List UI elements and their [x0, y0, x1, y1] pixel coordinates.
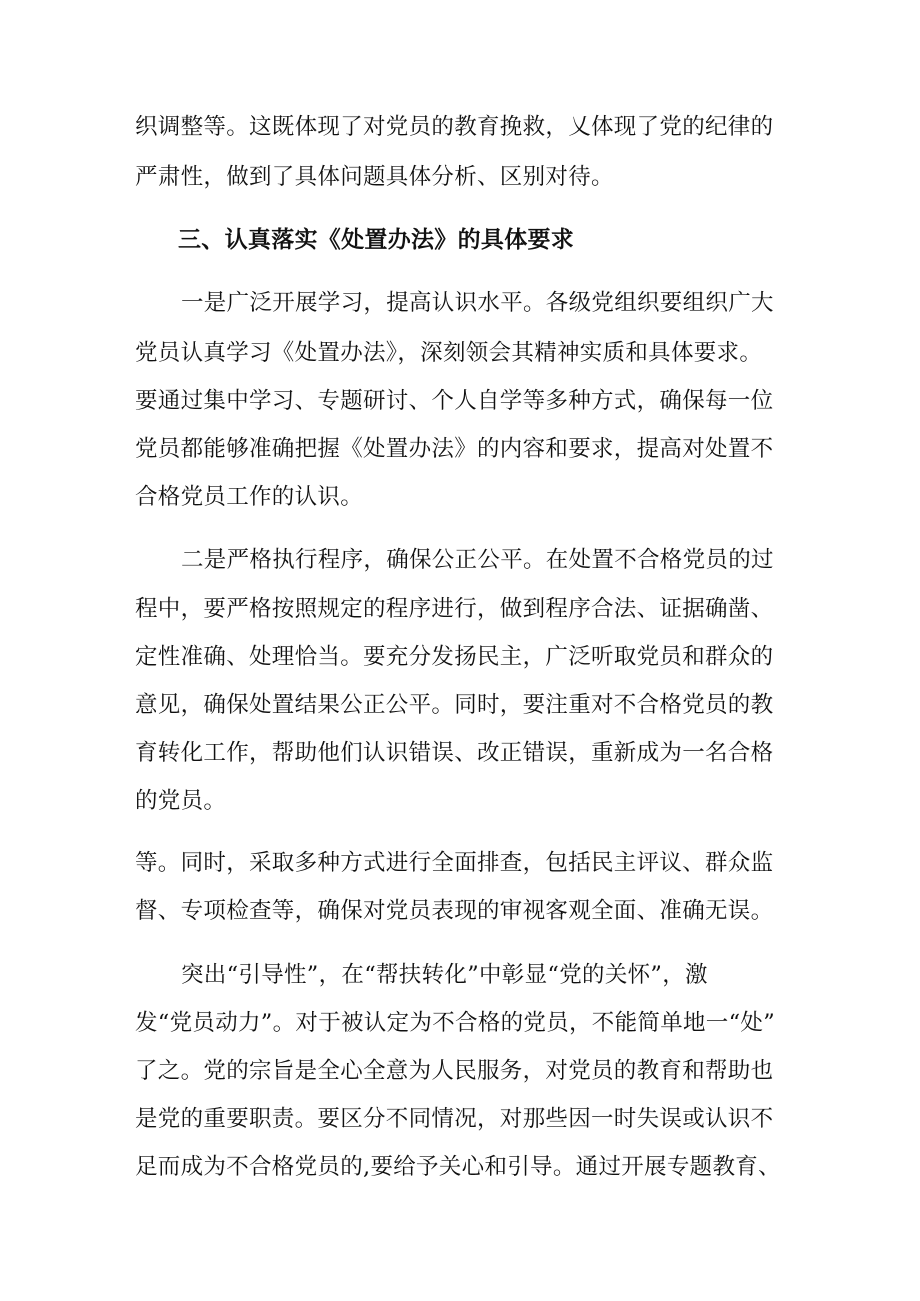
- text-line: 等。同时，采取多种方式进行全面排查，包括民主评议、群众监: [135, 850, 774, 876]
- text-line: 发“党员动力”。对于被认定为不合格的党员，不能简单地一“处”: [135, 1010, 776, 1036]
- text-line: 足而成为不合格党员的,要给予关心和引导。通过开展专题教育、: [135, 1154, 781, 1180]
- text-line: 突出“引导性”，在“帮扶转化”中彰显“党的关怀”，激: [181, 962, 708, 988]
- text-line: 一是广泛开展学习，提高认识水平。各级党组织要组织广大: [181, 290, 774, 316]
- text-line: 二是严格执行程序，确保公正公平。在处置不合格党员的过: [181, 547, 774, 573]
- text-line: 的党员。: [135, 788, 227, 814]
- text-line: 育转化工作，帮助他们认识错误、改正错误，重新成为一名合格: [135, 740, 774, 766]
- text-line: 了之。党的宗旨是全心全意为人民服务，对党员的教育和帮助也: [135, 1058, 774, 1084]
- text-line: 督、专项检查等，确保对党员表现的审视客观全面、准确无误。: [135, 898, 774, 924]
- text-line: 合格党员工作的认识。: [135, 484, 364, 510]
- text-line: 意见，确保处置结果公正公平。同时，要注重对不合格党员的教: [135, 692, 774, 718]
- text-line: 织调整等。这既体现了对党员的教育挽救，乂体现了党的纪律的: [135, 114, 774, 140]
- text-line: 定性准确、处理恰当。要充分发扬民主，广泛听取党员和群众的: [135, 644, 774, 670]
- text-line: 是党的重要职责。要区分不同情况，对那些因一时失误或认识不: [135, 1106, 774, 1132]
- text-line: 党员都能够准确把握《处置办法》的内容和要求，提高对处置不: [135, 436, 774, 462]
- section-heading: 三、认真落实《处置办法》的具体要求: [178, 227, 575, 253]
- text-line: 要通过集中学习、专题研讨、个人自学等多种方式，确保每一位: [135, 388, 774, 414]
- text-line: 严肃性，做到了具体问题具体分析、区别对待。: [135, 164, 614, 190]
- text-line: 党员认真学习《处置办法》，深刻领会其精神实质和具体要求。: [135, 340, 763, 366]
- text-line: 程中，要严格按照规定的程序进行，做到程序合法、证据确凿、: [135, 596, 774, 622]
